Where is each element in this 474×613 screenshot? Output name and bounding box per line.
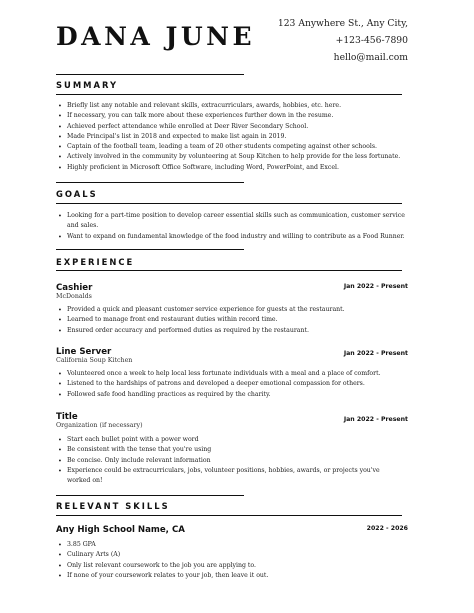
- section-divider: [56, 182, 244, 183]
- job-date: Jan 2022 - Present: [343, 416, 408, 423]
- list-item: • Highly proficient in Microsoft Office Software, including Word, PowerPoint, and Excel.: [56, 163, 416, 173]
- list-item: • Volunteered once a week to help local less fortunate individuals with a meal and a place of comfort.: [56, 369, 416, 379]
- list-item: • Followed safe food handling practices as required by the charity.: [56, 390, 416, 400]
- list-item: • Be concise. Only include relevant information: [56, 456, 416, 466]
- job-date: Jan 2022 - Present: [343, 350, 408, 357]
- list-item: • Provided a quick and pleasant customer service experience for guests at the restaurant.: [56, 305, 416, 315]
- list-item: • Captain of the football team, leading a team of 20 other students competing against other schools.: [56, 142, 416, 152]
- list-item: • Experience could be extracurriculars, jobs, volunteer positions, hobbies, awards, or projects you've: [56, 466, 416, 476]
- list-item: • Briefly list any notable and relevant skills, extracurriculars, awards, hobbies, etc. here.: [56, 101, 416, 111]
- list-item: • Actively involved in the community by volunteering at Soup Kitchen to help provide for the less fortunate.: [56, 152, 416, 162]
- job-organization: California Soup Kitchen: [56, 357, 133, 364]
- list-item: • Ensured order accuracy and performed duties as required by the restaurant.: [56, 326, 416, 336]
- email-text: hello@mail.com: [333, 52, 408, 63]
- summary-list: [56, 101, 416, 173]
- section-divider: [56, 203, 402, 204]
- address-text: 123 Anywhere St., Any City,: [277, 18, 408, 29]
- job-duties-list: [56, 369, 416, 400]
- school-name: Any High School Name, CA: [56, 525, 185, 535]
- job-title: Cashier: [56, 283, 93, 293]
- list-item: • If none of your coursework relates to your job, then leave it out.: [56, 571, 416, 581]
- list-item: • Listened to the hardships of patrons and developed a deeper emotional compassion for others.: [56, 379, 416, 389]
- list-item: • Start each bullet point with a power word: [56, 435, 416, 445]
- experience-heading: EXPERIENCE: [56, 257, 135, 267]
- job-title: Line Server: [56, 347, 112, 357]
- job-duties-list: [56, 305, 416, 336]
- goals-list: [56, 211, 416, 242]
- list-item: • Looking for a part-time position to develop career essential skills such as communication, customer service and sales.: [56, 211, 416, 232]
- list-item: • Want to expand on fundamental knowledge of the food industry and willing to contribute as a Food Runner.: [56, 232, 416, 242]
- job-date: Jan 2022 - Present: [343, 283, 408, 290]
- job-organization: McDonalds: [56, 293, 92, 300]
- list-item: • Made Principal's list in 2018 and expected to make list again in 2019.: [56, 132, 416, 142]
- list-item: • Achieved perfect attendance while enrolled at Deer River Secondary School.: [56, 122, 416, 132]
- list-item: • Be consistent with the tense that you're using: [56, 445, 416, 455]
- job-organization: Organization (if necessary): [56, 422, 143, 429]
- list-item-continuation: worked on!: [67, 477, 103, 485]
- section-divider: [56, 495, 244, 496]
- contact-block: [278, 15, 408, 66]
- list-item: • Only list relevant coursework to the job you are applying to.: [56, 561, 416, 571]
- skills-list: [56, 540, 416, 581]
- section-divider: [56, 94, 402, 95]
- goals-heading: GOALS: [56, 189, 98, 199]
- section-divider: [56, 249, 244, 250]
- phone-text: +123-456-7890: [335, 35, 408, 46]
- list-item: • Culinary Arts (A): [56, 550, 416, 560]
- list-item: • 3.85 GPA: [56, 540, 416, 550]
- job-duties-list: [56, 435, 416, 486]
- section-divider: [56, 515, 402, 516]
- candidate-name: DANA JUNE: [56, 22, 256, 51]
- job-title: Title: [56, 412, 78, 422]
- skills-heading: RELEVANT SKILLS: [56, 501, 170, 511]
- list-item: • If necessary, you can talk more about these experiences further down in the resume.: [56, 111, 416, 121]
- section-divider: [56, 270, 402, 271]
- list-item: • Learned to manage front end restaurant duties within record time.: [56, 315, 416, 325]
- school-dates: 2022 - 2026: [366, 525, 408, 532]
- summary-heading: SUMMARY: [56, 80, 119, 90]
- section-divider: [56, 74, 244, 75]
